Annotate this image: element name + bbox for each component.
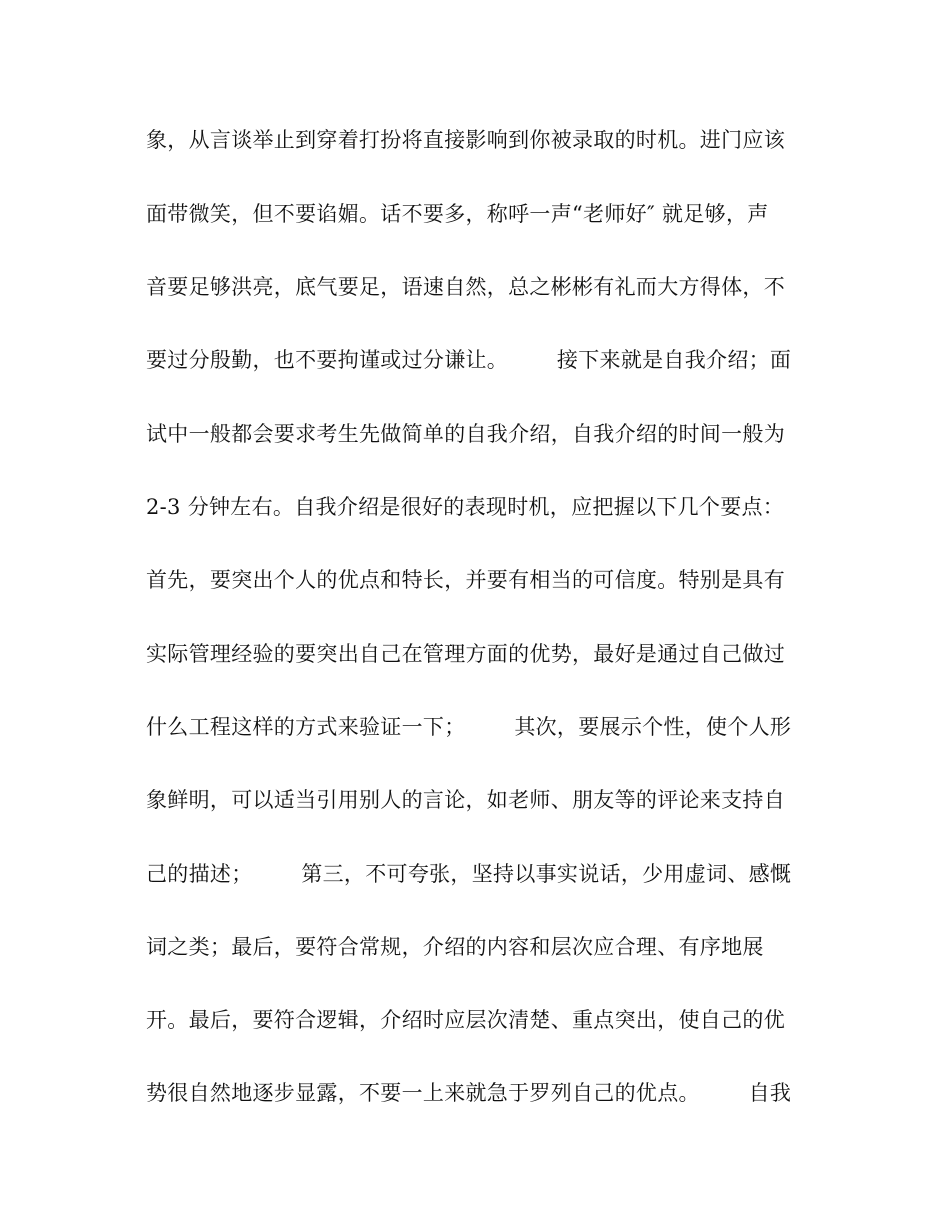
text-line: 音要足够洪亮，底气要足，语速自然，总之彬彬有礼而大方得体，不 bbox=[146, 275, 785, 299]
text-line: 己的描述； 第三，不可夸张，坚持以事实说话，少用虚词、感慨 bbox=[146, 862, 792, 886]
text-line: 实际管理经验的要突出自己在管理方面的优势，最好是通过自己做过 bbox=[146, 642, 785, 666]
text-line: 面带微笑，但不要谄媚。话不要多，称呼一声“老师好″ 就足够，声 bbox=[146, 202, 769, 226]
text-line: 象鲜明，可以适当引用别人的言论，如老师、朋友等的评论来支持自 bbox=[146, 788, 785, 812]
text-line: 试中一般都会要求考生先做简单的自我介绍，自我介绍的时间一般为 bbox=[146, 422, 785, 446]
text-line: 势很自然地逐步显露，不要一上来就急于罗列自己的优点。 自我 bbox=[146, 1081, 792, 1105]
text-line: 2-3 分钟左右。自我介绍是很好的表现时机，应把握以下几个要点： bbox=[146, 495, 785, 519]
text-line: 象，从言谈举止到穿着打扮将直接影响到你被录取的时机。进门应该 bbox=[146, 128, 785, 152]
text-line: 要过分殷勤，也不要拘谨或过分谦让。 接下来就是自我介绍；面 bbox=[146, 348, 792, 372]
text-line: 开。最后，要符合逻辑，介绍时应层次清楚、重点突出，使自己的优 bbox=[146, 1008, 785, 1032]
text-line: 首先，要突出个人的优点和特长，并要有相当的可信度。特别是具有 bbox=[146, 568, 785, 592]
text-line: 词之类；最后，要符合常规，介绍的内容和层次应合理、有序地展 bbox=[146, 935, 764, 959]
text-line: 什么工程这样的方式来验证一下； 其次，要展示个性，使个人形 bbox=[146, 715, 792, 739]
